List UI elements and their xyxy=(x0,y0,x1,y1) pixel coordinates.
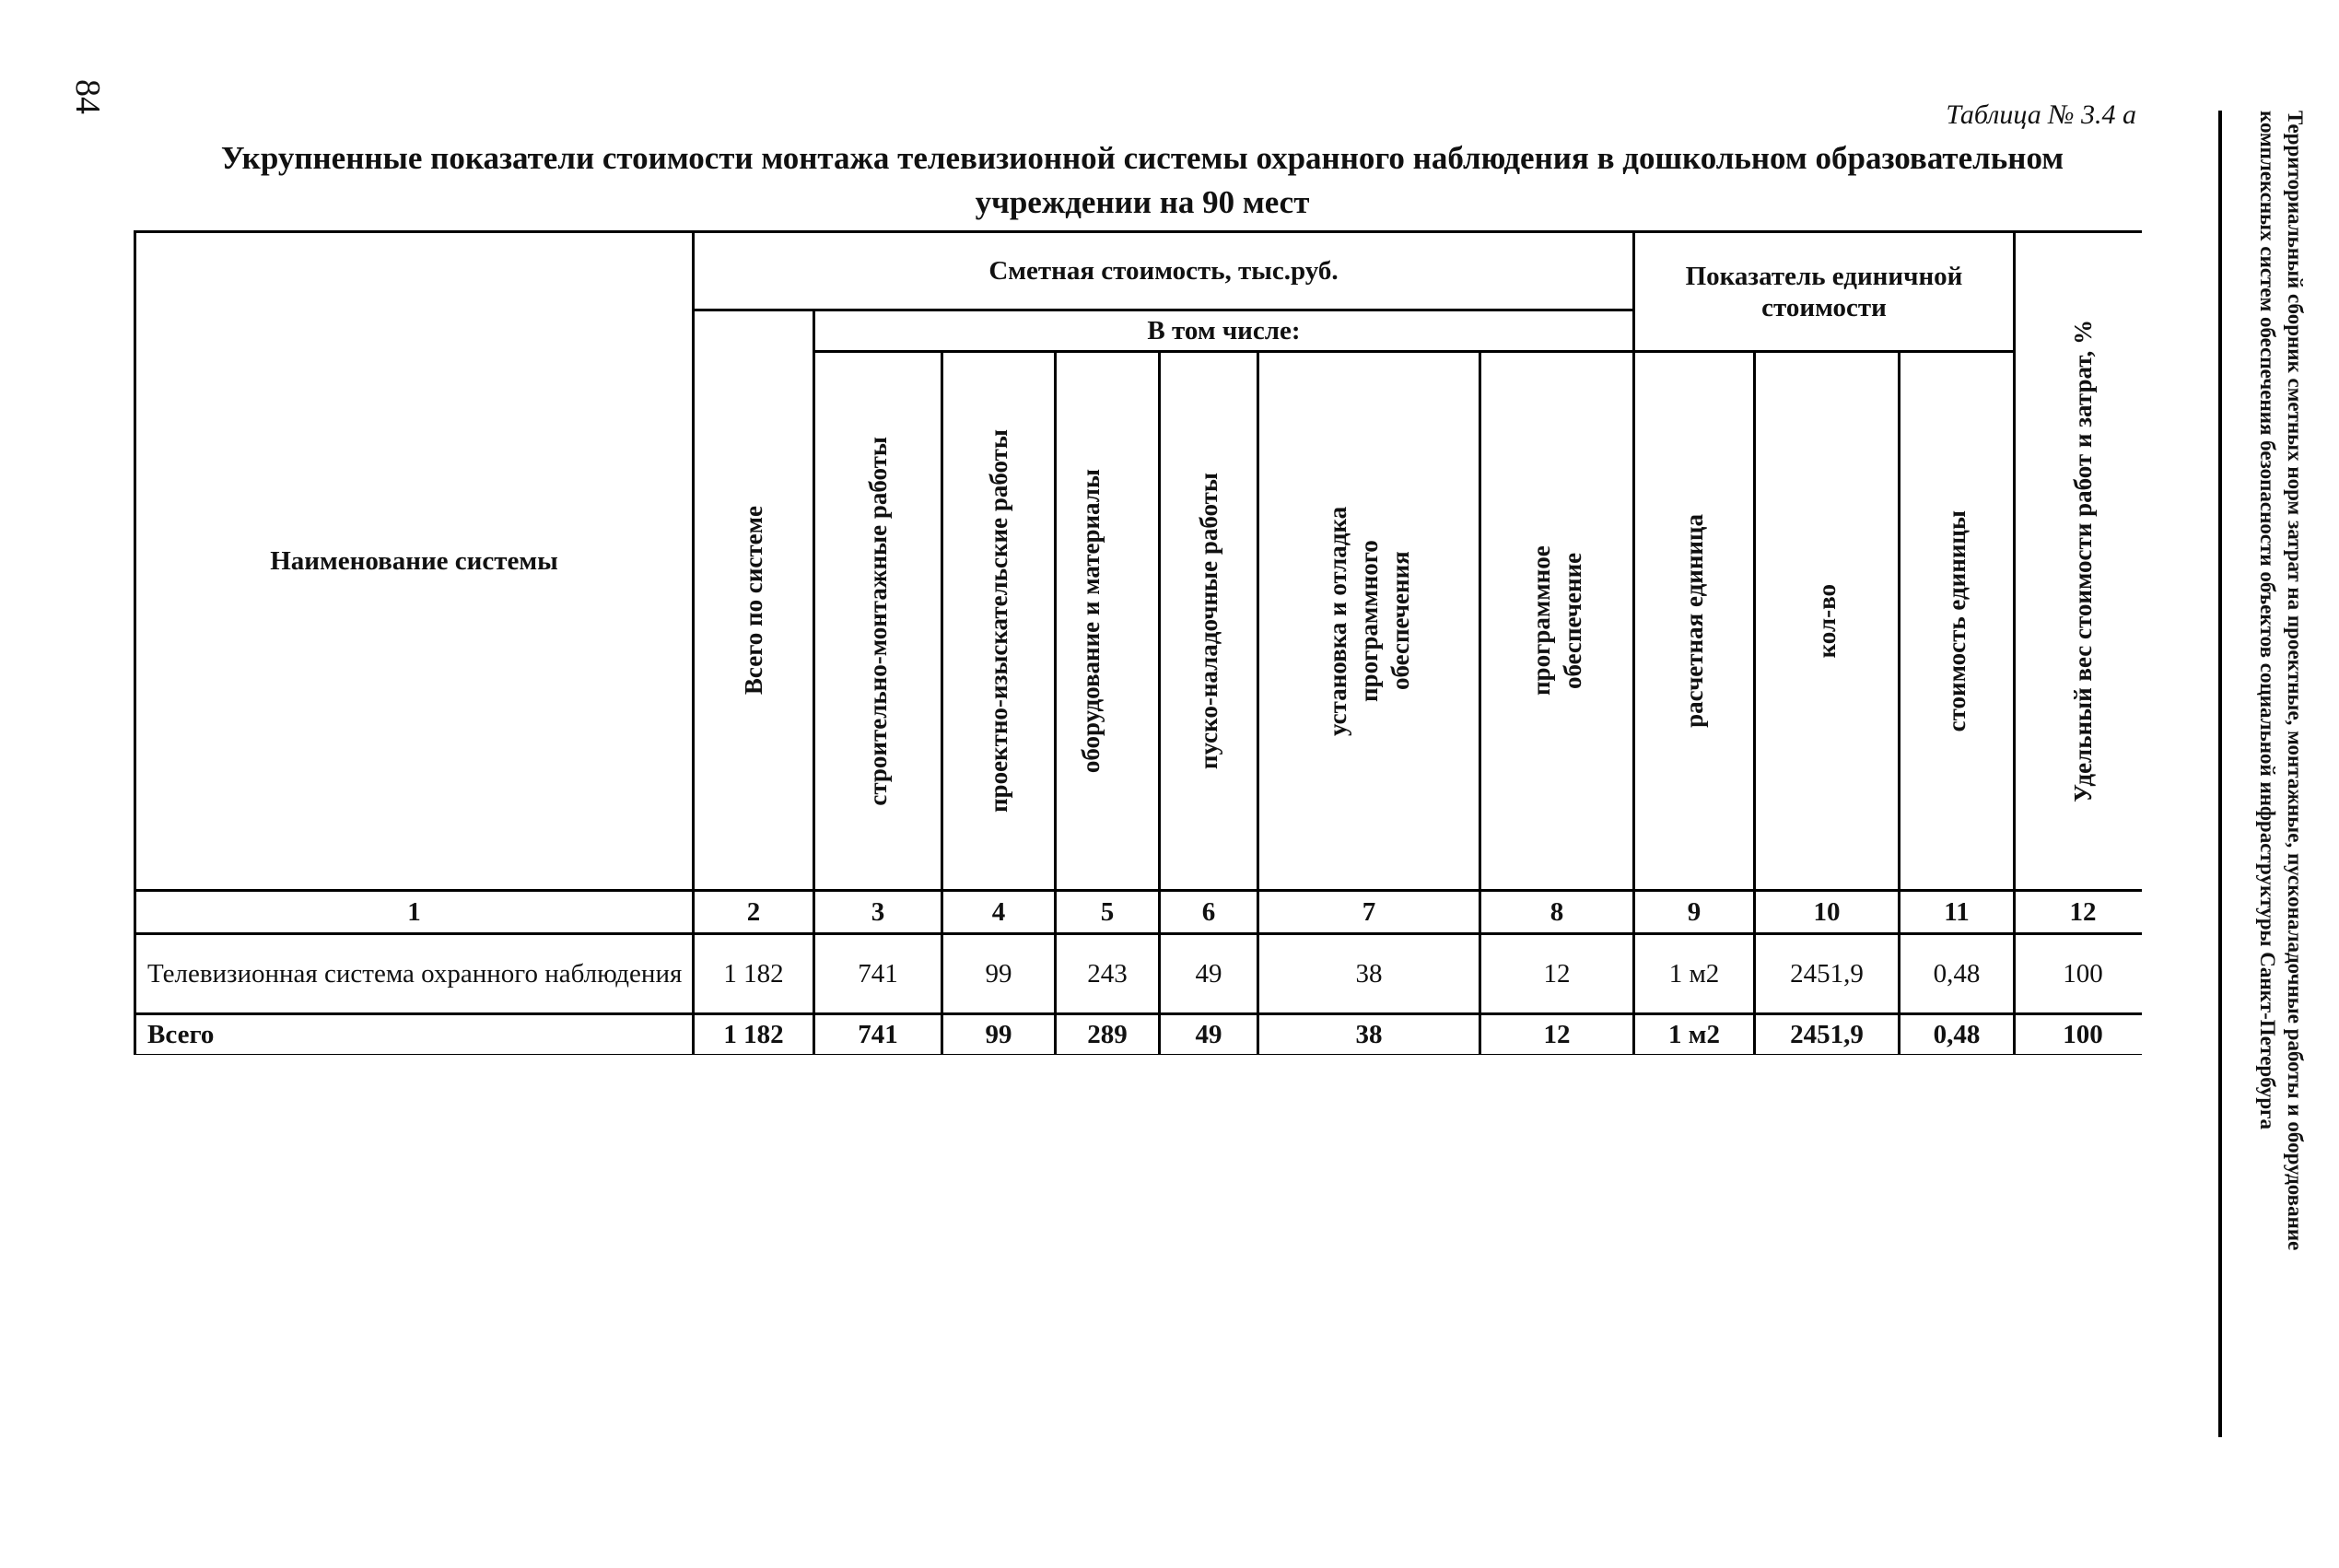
total-cell: 99 xyxy=(943,1015,1054,1054)
column-number: 1 xyxy=(136,892,692,932)
header-total-system xyxy=(695,311,813,889)
total-cell: 2451,9 xyxy=(1756,1015,1898,1054)
header-software-setup xyxy=(1259,353,1479,889)
table-cell: 49 xyxy=(1161,935,1257,1012)
total-cell: 289 xyxy=(1057,1015,1158,1054)
table-cell: 1 м2 xyxy=(1635,935,1753,1012)
total-cell: 100 xyxy=(2016,1015,2150,1054)
table-cell: 100 xyxy=(2016,935,2150,1012)
header-quantity xyxy=(1756,353,1898,889)
total-cell: 0,48 xyxy=(1900,1015,2013,1054)
total-cell: 1 м2 xyxy=(1635,1015,1753,1054)
header-software-setup-text: установка и отладка программного обеспечения xyxy=(1324,506,1414,736)
table-cell: 99 xyxy=(943,935,1054,1012)
table-label: Таблица № 3.4 а xyxy=(1946,99,2136,130)
side-note-line-1: Территориальный сборник сметных норм затрат на проектные, монтажные, пусконаладочные работы и оборудование xyxy=(2284,111,2307,1251)
column-number: 10 xyxy=(1756,892,1898,932)
table-cell: 2451,9 xyxy=(1756,935,1898,1012)
total-row-label: Всего xyxy=(136,1015,692,1054)
page-title: Укрупненные показатели стоимости монтажа телевизионной системы охранного наблюдения в дошкольном образовательном учреждении на 90 мест xyxy=(220,140,2064,220)
header-name: Наименование системы xyxy=(136,233,692,889)
header-calc-unit xyxy=(1635,353,1753,889)
header-share xyxy=(2016,233,2150,889)
header-commissioning-text: пуско-наладочные работы xyxy=(1195,472,1222,770)
header-quantity-text: кол-во xyxy=(1813,583,1841,659)
side-note-text xyxy=(2253,111,2309,1437)
header-unit-cost xyxy=(1900,353,2013,889)
row-system-name: Телевизионная система охранного наблюдения xyxy=(136,935,692,1012)
side-note-line-2: комплексных систем обеспечения безопасности объектов социальной инфраструктуры Санкт-Петербурга xyxy=(2256,111,2279,1130)
header-equipment xyxy=(1057,353,1158,889)
column-number: 2 xyxy=(695,892,813,932)
page-number: 84 xyxy=(68,79,107,114)
header-construction xyxy=(815,353,941,889)
column-number: 11 xyxy=(1900,892,2013,932)
header-equipment-text: оборудование и материалы xyxy=(1077,468,1105,774)
header-design xyxy=(943,353,1054,889)
column-number: 4 xyxy=(943,892,1054,932)
header-software-text: программное обеспечение xyxy=(1527,545,1586,696)
column-number: 5 xyxy=(1057,892,1158,932)
column-number: 6 xyxy=(1161,892,1257,932)
header-unit-indicator: Показатель единичной стоимости xyxy=(1635,233,2013,350)
table-cell: 1 182 xyxy=(695,935,813,1012)
total-cell: 1 182 xyxy=(695,1015,813,1054)
side-running-header xyxy=(2211,111,2312,1437)
header-commissioning xyxy=(1161,353,1257,889)
header-share-text: Удельный вес стоимости работ и затрат, % xyxy=(2069,320,2097,802)
header-design-text: проектно-изыскательские работы xyxy=(985,429,1012,813)
table-cell: 741 xyxy=(815,935,941,1012)
total-cell: 741 xyxy=(815,1015,941,1054)
column-number: 8 xyxy=(1481,892,1632,932)
column-number: 9 xyxy=(1635,892,1753,932)
header-calc-unit-text: расчетная единица xyxy=(1680,514,1708,728)
header-construction-text: строительно-монтажные работы xyxy=(864,436,892,806)
column-number: 3 xyxy=(815,892,941,932)
table-cell: 243 xyxy=(1057,935,1158,1012)
cost-table xyxy=(134,230,2142,1055)
header-unit-cost-text: стоимость единицы xyxy=(1943,509,1971,732)
column-number: 7 xyxy=(1259,892,1479,932)
table-cell: 12 xyxy=(1481,935,1632,1012)
total-cell: 49 xyxy=(1161,1015,1257,1054)
header-total-system-text: Всего по системе xyxy=(740,505,767,696)
header-including: В том числе: xyxy=(815,311,1632,350)
header-software xyxy=(1481,353,1632,889)
total-cell: 38 xyxy=(1259,1015,1479,1054)
side-divider xyxy=(2218,111,2222,1437)
header-estimated-cost: Сметная стоимость, тыс.руб. xyxy=(695,233,1632,309)
table-cell: 38 xyxy=(1259,935,1479,1012)
table-cell: 0,48 xyxy=(1900,935,2013,1012)
column-number: 12 xyxy=(2016,892,2150,932)
total-cell: 12 xyxy=(1481,1015,1632,1054)
